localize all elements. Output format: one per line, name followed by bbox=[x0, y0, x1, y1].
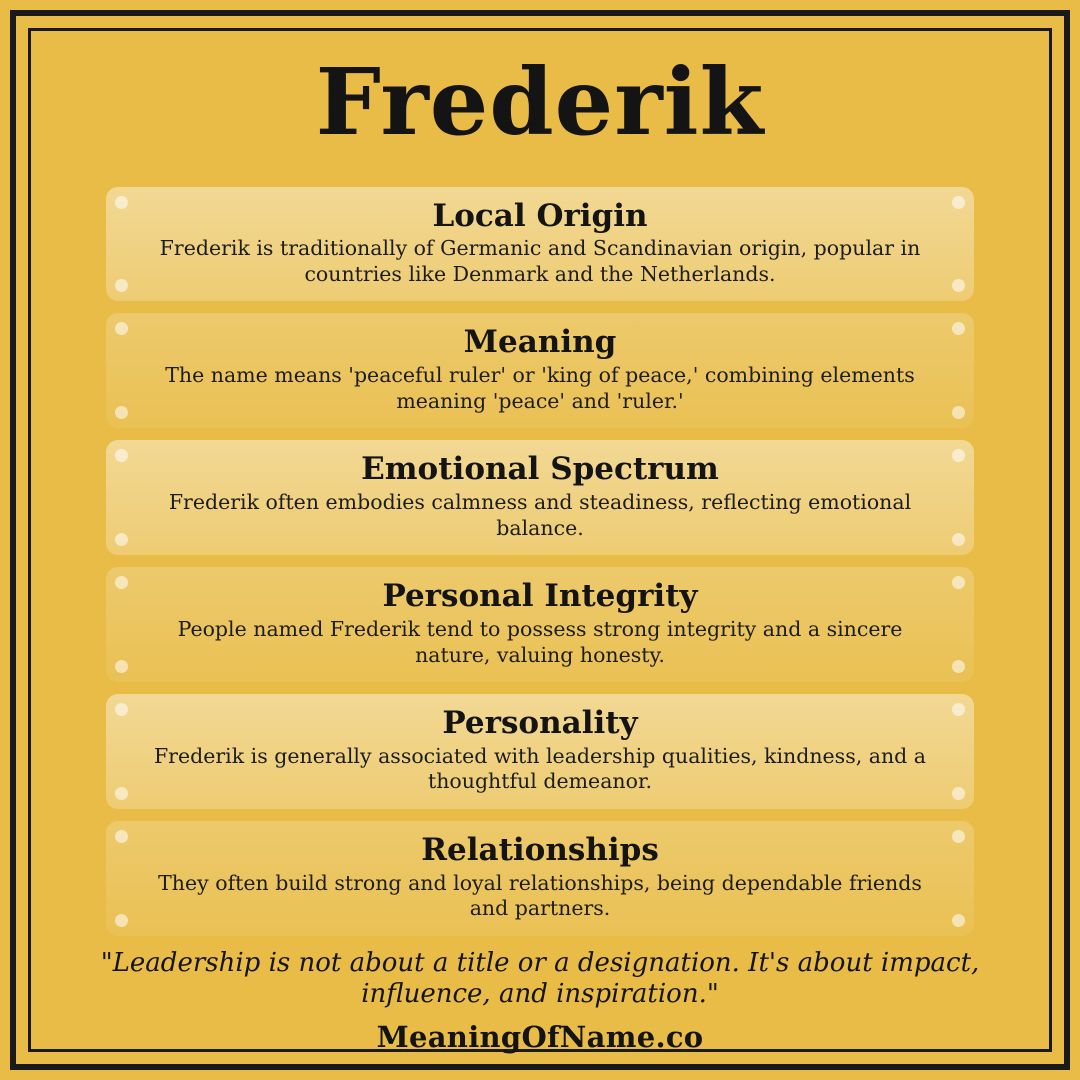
pin-icon bbox=[115, 322, 128, 335]
section-card-personality bbox=[106, 694, 974, 809]
pin-icon bbox=[115, 279, 128, 292]
pin-icon bbox=[115, 576, 128, 589]
section-body: Frederik is generally associated with leadership qualities, kindness, and a thoughtful demeanor. bbox=[153, 743, 927, 794]
footer-brand: MeaningOfName.co bbox=[376, 1020, 704, 1055]
pin-icon bbox=[952, 533, 965, 546]
pin-icon bbox=[952, 322, 965, 335]
page-title: Frederik bbox=[315, 48, 765, 156]
pin-icon bbox=[952, 406, 965, 419]
pin-icon bbox=[952, 196, 965, 209]
section-card-local-origin bbox=[106, 187, 974, 302]
section-card-emotional-spectrum bbox=[106, 440, 974, 555]
pin-icon bbox=[115, 830, 128, 843]
section-card-relationships bbox=[106, 821, 974, 936]
pin-icon bbox=[115, 449, 128, 462]
poster-content bbox=[34, 34, 1046, 1055]
footer-quote: "Leadership is not about a title or a designation. It's about impact, influence, and inspiration." bbox=[100, 947, 980, 1010]
section-list bbox=[34, 187, 1046, 948]
pin-icon bbox=[952, 703, 965, 716]
pin-icon bbox=[115, 703, 128, 716]
pin-icon bbox=[115, 533, 128, 546]
section-body: People named Frederik tend to possess strong integrity and a sincere nature, valuing honesty. bbox=[177, 616, 903, 667]
section-heading: Personal Integrity bbox=[382, 578, 698, 615]
pin-icon bbox=[952, 830, 965, 843]
pin-icon bbox=[952, 914, 965, 927]
pin-icon bbox=[952, 449, 965, 462]
section-heading: Local Origin bbox=[432, 197, 648, 234]
pin-icon bbox=[952, 279, 965, 292]
section-body: Frederik often embodies calmness and steadiness, reflecting emotional balance. bbox=[168, 490, 912, 540]
pin-icon bbox=[115, 196, 128, 209]
pin-icon bbox=[952, 787, 965, 800]
pin-icon bbox=[115, 406, 128, 419]
section-card-meaning bbox=[106, 313, 974, 428]
section-heading: Personality bbox=[442, 705, 638, 742]
pin-icon bbox=[952, 660, 965, 673]
pin-icon bbox=[115, 660, 128, 673]
section-heading: Meaning bbox=[463, 324, 617, 361]
pin-icon bbox=[115, 787, 128, 800]
section-body: The name means 'peaceful ruler' or 'king of peace,' combining elements meaning 'peace' and 'ruler.' bbox=[165, 363, 915, 413]
pin-icon bbox=[115, 914, 128, 927]
poster-footer bbox=[34, 948, 1046, 1072]
section-body: They often build strong and loyal relationships, being dependable friends and partners. bbox=[158, 870, 922, 921]
section-heading: Relationships bbox=[421, 832, 659, 869]
pin-icon bbox=[952, 576, 965, 589]
section-card-personal-integrity bbox=[106, 567, 974, 682]
section-heading: Emotional Spectrum bbox=[361, 451, 719, 488]
section-body: Frederik is traditionally of Germanic and Scandinavian origin, popular in countries like Denmark and the Netherlands. bbox=[159, 236, 921, 286]
